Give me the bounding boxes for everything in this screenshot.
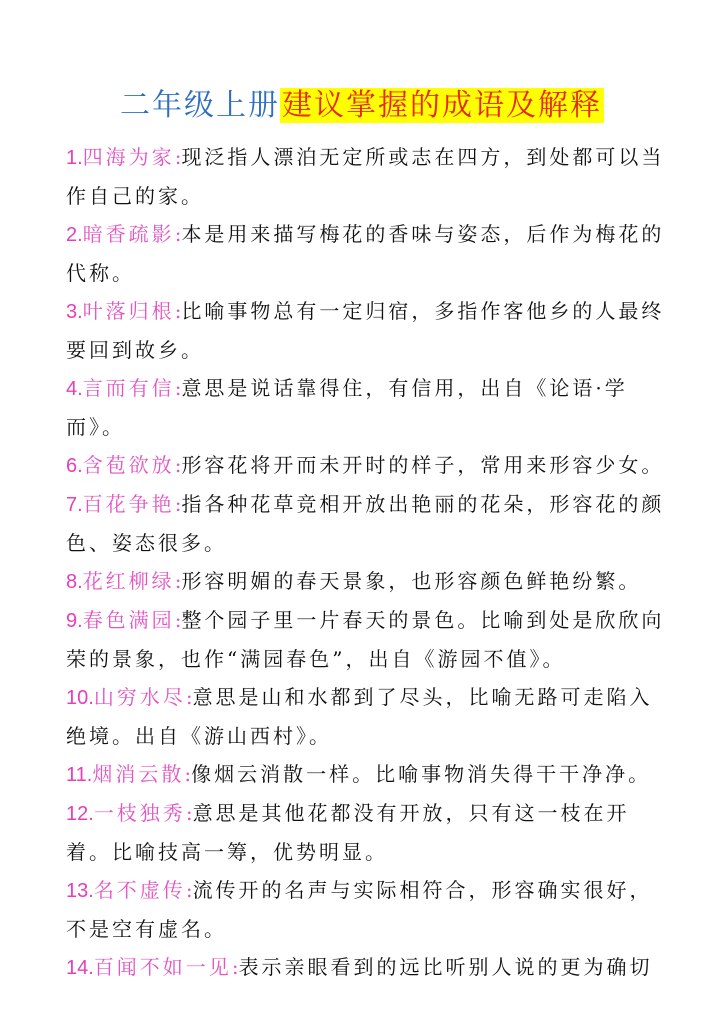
title-grade: 二年级上册 [120,88,280,123]
colon: : [185,801,193,825]
colon: : [174,569,182,593]
item-number: 10. [66,687,94,709]
idiom-definition: 意思是山和水都到了尽头，比喻无路可走陷入绝境。出自《游山西村》。 [66,685,653,748]
idiom-term: 山穷水尽 [93,685,186,709]
idiom-term: 一枝独秀 [93,801,186,825]
idiom-definition: 意思是说话靠得住，有信用，出自《论语·学而》。 [66,376,628,439]
item-number: 7. [66,494,83,516]
idiom-term: 百花争艳 [82,492,175,516]
colon: : [174,299,182,323]
title-highlighted: 建议掌握的成语及解释 [282,88,602,123]
colon: : [174,376,182,400]
idiom-item [66,215,666,292]
idiom-term: 百闻不如一见 [93,955,232,979]
colon: : [185,878,193,902]
colon: : [174,453,182,477]
colon: : [231,955,239,979]
idiom-item [66,948,666,987]
idiom-term: 言而有信 [82,376,175,400]
idiom-item [66,485,666,562]
colon: : [174,608,182,632]
idiom-term: 叶落归根 [82,299,175,323]
idiom-item [66,292,666,369]
item-number: 4. [66,378,83,400]
idiom-definition: 现泛指人漂泊无定所或志在四方，到处都可以当作自己的家。 [66,145,665,208]
idiom-item [66,446,666,485]
item-number: 8. [66,571,83,593]
item-number: 1. [66,147,83,169]
idiom-item [66,138,666,215]
item-number: 14. [66,957,94,979]
page-title [0,86,724,126]
idiom-definition: 比喻事物总有一定归宿，多指作客他乡的人最终要回到故乡。 [66,299,665,362]
colon: : [174,492,182,516]
colon: : [184,762,192,786]
idiom-item [66,678,666,755]
idiom-definition: 指各种花草竞相开放出艳丽的花朵，形容花的颜色、姿态很多。 [66,492,665,555]
item-number: 12. [66,803,94,825]
idiom-term: 四海为家 [82,145,175,169]
idiom-item [66,794,666,871]
idiom-item [66,369,666,446]
idiom-term: 花红柳绿 [82,569,175,593]
idiom-definition: 形容花将开而未开时的样子，常用来形容少女。 [181,453,665,477]
idiom-term: 名不虚传 [93,878,186,902]
colon: : [185,685,193,709]
item-number: 6. [66,455,83,477]
idiom-term: 含苞欲放 [82,453,175,477]
idiom-list [66,138,666,987]
idiom-definition: 表示亲眼看到的远比听别人说的更为确切 [238,955,653,979]
idiom-term: 春色满园 [82,608,175,632]
idiom-definition: 像烟云消散一样。比喻事物消失得干干净净。 [191,762,652,786]
idiom-term: 暗香疏影 [82,222,175,246]
idiom-definition: 形容明媚的春天景象，也形容颜色鲜艳纷繁。 [181,569,642,593]
idiom-definition: 流传开的名声与实际相符合，形容确实很好，不是空有虚名。 [66,878,653,941]
idiom-term: 烟消云散 [92,762,185,786]
item-number: 13. [66,880,94,902]
idiom-item [66,562,666,601]
idiom-item [66,871,666,948]
idiom-item [66,601,666,678]
item-number: 3. [66,301,83,323]
item-number: 11. [66,764,93,786]
idiom-definition: 整个园子里一片春天的景色。比喻到处是欣欣向荣的景象，也作“满园春色”，出自《游园不值》。 [66,608,665,671]
item-number: 9. [66,610,83,632]
item-number: 2. [66,224,83,246]
idiom-item [66,755,666,794]
idiom-definition: 意思是其他花都没有开放，只有这一枝在开着。比喻技高一筹，优势明显。 [66,801,630,864]
colon: : [174,145,182,169]
idiom-definition: 本是用来描写梅花的香味与姿态，后作为梅花的代称。 [66,222,665,285]
colon: : [174,222,182,246]
